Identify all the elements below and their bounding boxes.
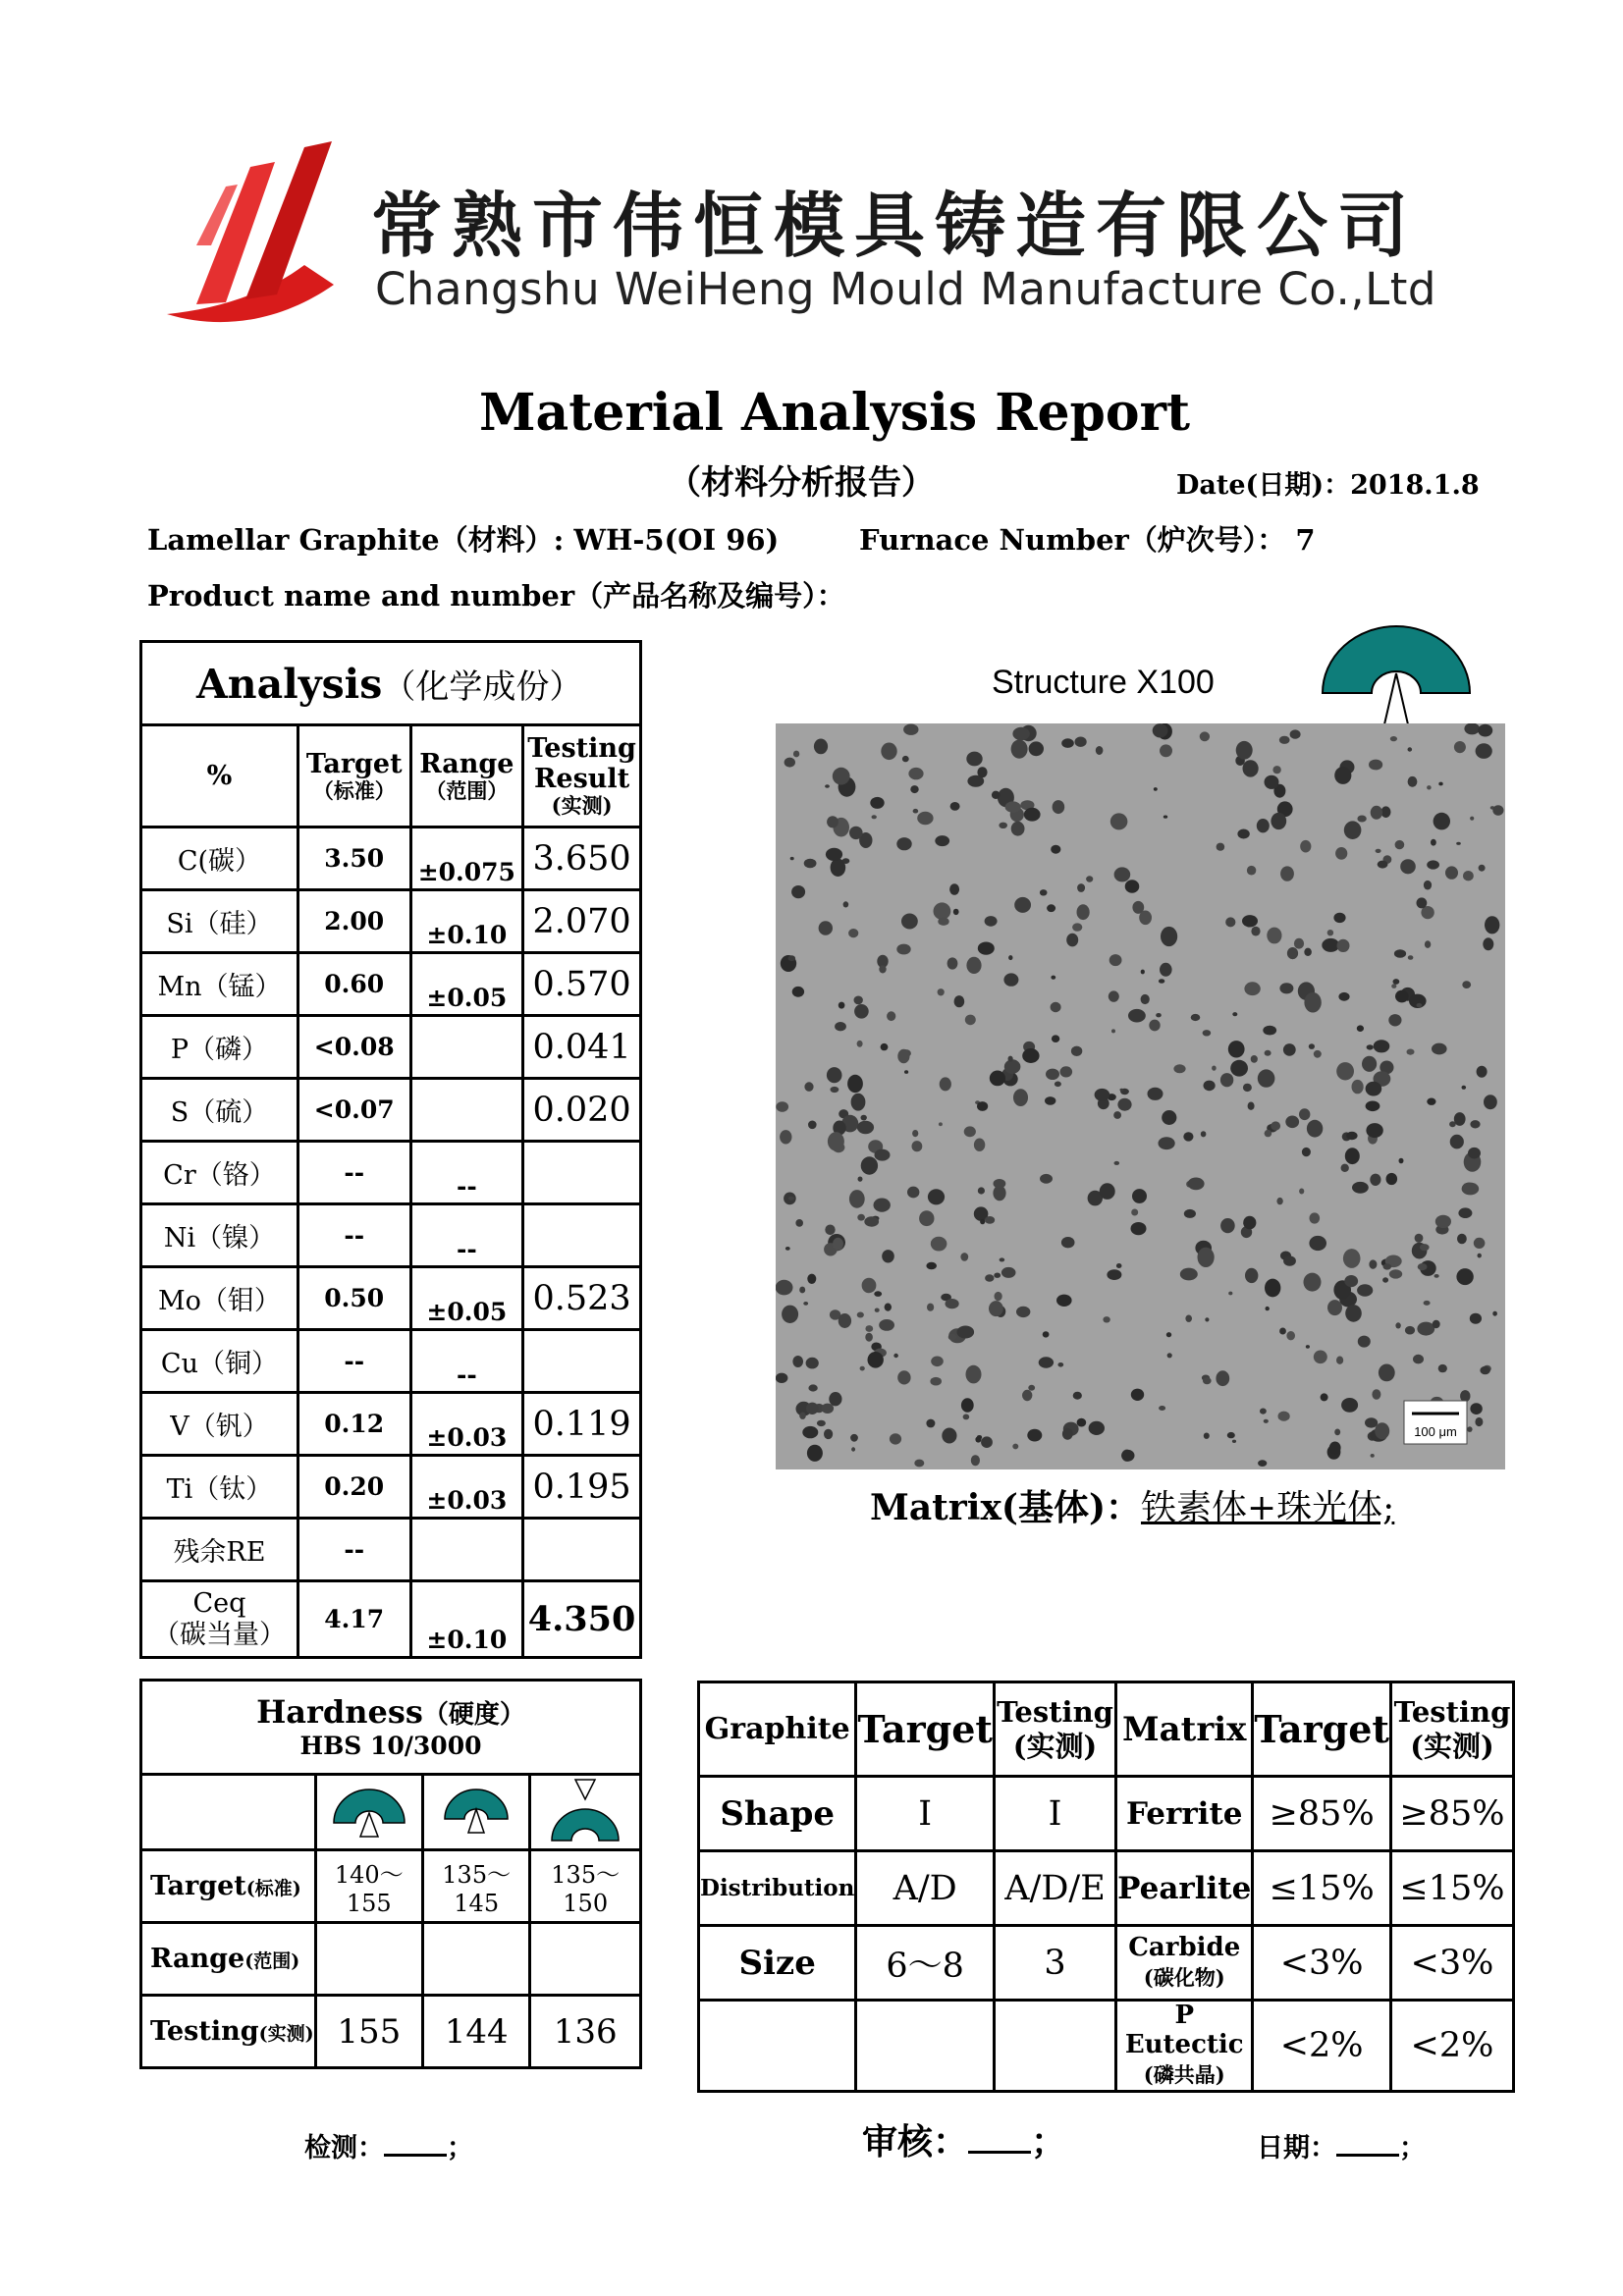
graphite-matrix-row	[699, 1926, 1514, 2001]
element-target: <0.08	[298, 1016, 410, 1079]
matrix-phase-label: Pearlite	[1116, 1851, 1253, 1926]
element-range: ±0.03	[410, 1456, 523, 1519]
company-logo	[157, 137, 373, 334]
element-name: Si（硅）	[141, 890, 298, 953]
hardness-range-2	[423, 1923, 530, 1996]
element-result	[523, 1204, 641, 1267]
matrix-label: Matrix(基体)：	[870, 1487, 1141, 1528]
header-result	[523, 725, 641, 828]
scale-bar	[1404, 1401, 1467, 1444]
element-range	[410, 1079, 523, 1142]
header-graphite-target: Target	[856, 1682, 995, 1777]
graphite-param-label: Size	[699, 1926, 856, 2001]
analysis-row	[141, 828, 641, 890]
hardness-range-1	[315, 1923, 422, 1996]
matrix-phase-name-cn: (磷共晶)	[1143, 2061, 1225, 2087]
hardness-range-label-cn: (范围)	[244, 1950, 300, 1972]
header-matrix: Matrix	[1116, 1682, 1253, 1777]
hardness-range-label-en: Range	[150, 1944, 245, 1974]
element-name: Ni（镍）	[141, 1204, 298, 1267]
element-name: Cu（铜）	[141, 1330, 298, 1393]
analysis-row	[141, 1456, 641, 1519]
hardness-result-1: 155	[315, 1996, 422, 2068]
sign-date-blank	[1336, 2144, 1399, 2157]
element-range: ±0.05	[410, 1267, 523, 1330]
element-result: 0.195	[523, 1456, 641, 1519]
analysis-caption	[141, 642, 641, 725]
inspector-blank	[384, 2144, 447, 2157]
indenter-arch-icon	[546, 1778, 624, 1842]
header-result-en: Testing Result	[527, 733, 636, 795]
hardness-range-label	[141, 1923, 316, 1996]
element-result: 0.020	[523, 1079, 641, 1142]
hardness-icon-2	[423, 1775, 530, 1850]
header-target	[298, 725, 410, 828]
ceq-element	[141, 1581, 298, 1658]
inspector-signature	[304, 2126, 473, 2164]
graphite-param-label: Distribution	[699, 1851, 856, 1926]
hardness-target-1: 140～155	[315, 1850, 422, 1923]
analysis-row	[141, 1204, 641, 1267]
hardness-title-cn: （硬度）	[422, 1700, 525, 1731]
element-name: Mn（锰）	[141, 953, 298, 1016]
hardness-icon-1	[315, 1775, 422, 1850]
element-target: 3.50	[298, 828, 410, 890]
element-target: 0.12	[298, 1393, 410, 1456]
element-target: 0.60	[298, 953, 410, 1016]
hardness-range-3	[530, 1923, 641, 1996]
header-graphite: Graphite	[699, 1682, 856, 1777]
header-range-en: Range	[419, 748, 514, 779]
graphite-target-value: I	[856, 1777, 995, 1851]
hardness-title-cell	[141, 1681, 641, 1775]
header-matrix-target: Target	[1253, 1682, 1391, 1777]
element-result: 0.523	[523, 1267, 641, 1330]
header-matrix-testing-en: Testing	[1393, 1694, 1511, 1729]
hardness-title: Hardness	[256, 1693, 423, 1732]
ceq-range: ±0.10	[410, 1581, 523, 1658]
indenter-arch-icon	[330, 1780, 408, 1841]
element-target: 2.00	[298, 890, 410, 953]
element-range: ±0.03	[410, 1393, 523, 1456]
header-result-cn: (实测)	[551, 793, 613, 819]
analysis-row	[141, 953, 641, 1016]
hardness-testing-label-cn: (实测)	[258, 2023, 314, 2045]
hardness-result-2: 144	[423, 1996, 530, 2068]
element-name: 残余RE	[141, 1519, 298, 1581]
reviewer-blank	[968, 2141, 1031, 2154]
analysis-row	[141, 1330, 641, 1393]
matrix-phase-name: P Eutectic	[1124, 2001, 1244, 2059]
ceq-label: Ceq	[192, 1588, 246, 1620]
report-date: Date(日期)：2018.1.8	[1176, 470, 1480, 501]
matrix-phase-name-cn: (碳化物)	[1143, 1964, 1225, 1990]
element-name: C(碳）	[141, 828, 298, 890]
element-name: Mo（钼）	[141, 1267, 298, 1330]
matrix-testing-value: <2%	[1390, 2001, 1513, 2092]
element-range: --	[410, 1330, 523, 1393]
matrix-testing-value: <3%	[1390, 1926, 1513, 2001]
element-target: <0.07	[298, 1079, 410, 1142]
element-range	[410, 1016, 523, 1079]
graphite-param-label	[699, 2001, 856, 2092]
reviewer-signature	[862, 2114, 1066, 2164]
graphite-matrix-row	[699, 1777, 1514, 1851]
element-result	[523, 1519, 641, 1581]
hardness-testing-label	[141, 1996, 316, 2068]
matrix-phase-name: Carbide	[1128, 1932, 1241, 1962]
element-range: ±0.05	[410, 953, 523, 1016]
graphite-testing-value: I	[994, 1777, 1115, 1851]
graphite-testing-value	[994, 2001, 1115, 2092]
matrix-testing-value: ≥85%	[1390, 1777, 1513, 1851]
matrix-line	[870, 1480, 1394, 1530]
analysis-row	[141, 1519, 641, 1581]
element-name: P（磷）	[141, 1016, 298, 1079]
sign-date-label: 日期：	[1257, 2133, 1336, 2163]
product-line: Product name and number（产品名称及编号）：	[147, 579, 845, 613]
element-result: 3.650	[523, 828, 641, 890]
element-target: --	[298, 1204, 410, 1267]
element-range: --	[410, 1204, 523, 1267]
report-title: Material Analysis Report	[478, 383, 1191, 443]
analysis-row	[141, 1393, 641, 1456]
element-target: --	[298, 1142, 410, 1204]
date-signature	[1257, 2126, 1426, 2164]
element-result: 0.119	[523, 1393, 641, 1456]
graphite-shape-icon	[1318, 624, 1475, 726]
element-result	[523, 1330, 641, 1393]
matrix-target-value: ≤15%	[1253, 1851, 1391, 1926]
analysis-row	[141, 1016, 641, 1079]
material-line: Lamellar Graphite（材料）: WH-5(OI 96)	[147, 523, 780, 557]
matrix-phase-label: Ferrite	[1116, 1777, 1253, 1851]
scale-bar-label: 100 μm	[1414, 1424, 1457, 1439]
element-name: S（硫）	[141, 1079, 298, 1142]
reviewer-label: 审核：	[862, 2121, 969, 2163]
inspector-end: ；	[447, 2133, 473, 2163]
hardness-target-2: 135～145	[423, 1850, 530, 1923]
structure-title: Structure X100	[992, 664, 1215, 701]
graphite-testing-value: 3	[994, 1926, 1115, 2001]
graphite-param-label: Shape	[699, 1777, 856, 1851]
header-range-cn: （范围）	[425, 777, 509, 803]
hardness-target-label-en: Target	[150, 1871, 246, 1901]
header-target-cn: （标准）	[312, 777, 396, 803]
furnace-number: Furnace Number（炉次号）： 7	[859, 523, 1316, 557]
header-graphite-testing	[994, 1682, 1115, 1777]
ceq-result: 4.350	[523, 1581, 641, 1658]
element-target: 0.50	[298, 1267, 410, 1330]
hardness-target-3: 135～150	[530, 1850, 641, 1923]
header-matrix-testing	[1390, 1682, 1513, 1777]
ceq-label-cn: （碳当量）	[152, 1619, 286, 1650]
reviewer-end: ；	[1031, 2121, 1067, 2163]
element-name: Cr（铬）	[141, 1142, 298, 1204]
hardness-icon-3	[530, 1775, 641, 1850]
analysis-table	[139, 640, 642, 1659]
matrix-phase-label	[1116, 1926, 1253, 2001]
element-range	[410, 1519, 523, 1581]
element-result: 2.070	[523, 890, 641, 953]
element-result	[523, 1142, 641, 1204]
microstructure-image	[776, 723, 1505, 1469]
graphite-matrix-row	[699, 2001, 1514, 2092]
matrix-target-value: <2%	[1253, 2001, 1391, 2092]
header-target-en: Target	[305, 748, 403, 779]
hardness-result-3: 136	[530, 1996, 641, 2068]
element-name: V（钒）	[141, 1393, 298, 1456]
graphite-target-value	[856, 2001, 995, 2092]
header-graphite-testing-en: Testing	[997, 1694, 1113, 1729]
analysis-title: Analysis	[196, 660, 383, 708]
matrix-testing-value: ≤15%	[1390, 1851, 1513, 1926]
element-name: Ti（钛）	[141, 1456, 298, 1519]
analysis-row	[141, 1142, 641, 1204]
analysis-title-cn: （化学成份）	[382, 667, 583, 707]
graphite-matrix-table	[697, 1681, 1515, 2093]
matrix-phase-label	[1116, 2001, 1253, 2092]
graphite-target-value: 6～8	[856, 1926, 995, 2001]
hardness-table	[139, 1679, 642, 2069]
indenter-arch-icon	[437, 1780, 515, 1841]
header-matrix-testing-cn: (实测)	[1410, 1729, 1494, 1763]
header-graphite-testing-cn: (实测)	[1012, 1729, 1098, 1763]
report-subtitle: （材料分析报告）	[668, 463, 935, 503]
analysis-row	[141, 890, 641, 953]
header-percent: %	[141, 725, 298, 828]
hardness-target-label	[141, 1850, 316, 1923]
sign-date-end: ；	[1399, 2133, 1426, 2163]
element-target: 0.20	[298, 1456, 410, 1519]
graphite-matrix-row	[699, 1851, 1514, 1926]
header-range	[410, 725, 523, 828]
matrix-value: 铁素体+珠光体;	[1140, 1488, 1395, 1528]
element-result: 0.041	[523, 1016, 641, 1079]
element-target: --	[298, 1330, 410, 1393]
element-range: ±0.075	[410, 828, 523, 890]
inspector-label: 检测：	[304, 2133, 384, 2163]
element-result: 0.570	[523, 953, 641, 1016]
element-range: ±0.10	[410, 890, 523, 953]
matrix-target-value: <3%	[1253, 1926, 1391, 2001]
graphite-testing-value: A/D/E	[994, 1851, 1115, 1926]
analysis-row	[141, 1079, 641, 1142]
element-range: --	[410, 1142, 523, 1204]
hardness-standard: HBS 10/3000	[299, 1731, 482, 1760]
ceq-target: 4.17	[298, 1581, 410, 1658]
icon-row-blank	[141, 1775, 316, 1850]
element-target: --	[298, 1519, 410, 1581]
hardness-target-label-cn: (标准)	[245, 1878, 301, 1899]
hardness-testing-label-en: Testing	[150, 2016, 259, 2047]
company-name-cn: 常熟市伟恒模具铸造有限公司	[371, 185, 1419, 267]
matrix-target-value: ≥85%	[1253, 1777, 1391, 1851]
graphite-target-value: A/D	[856, 1851, 995, 1926]
analysis-row	[141, 1267, 641, 1330]
company-name-en: Changshu WeiHeng Mould Manufacture Co.,Ltd	[375, 263, 1436, 315]
